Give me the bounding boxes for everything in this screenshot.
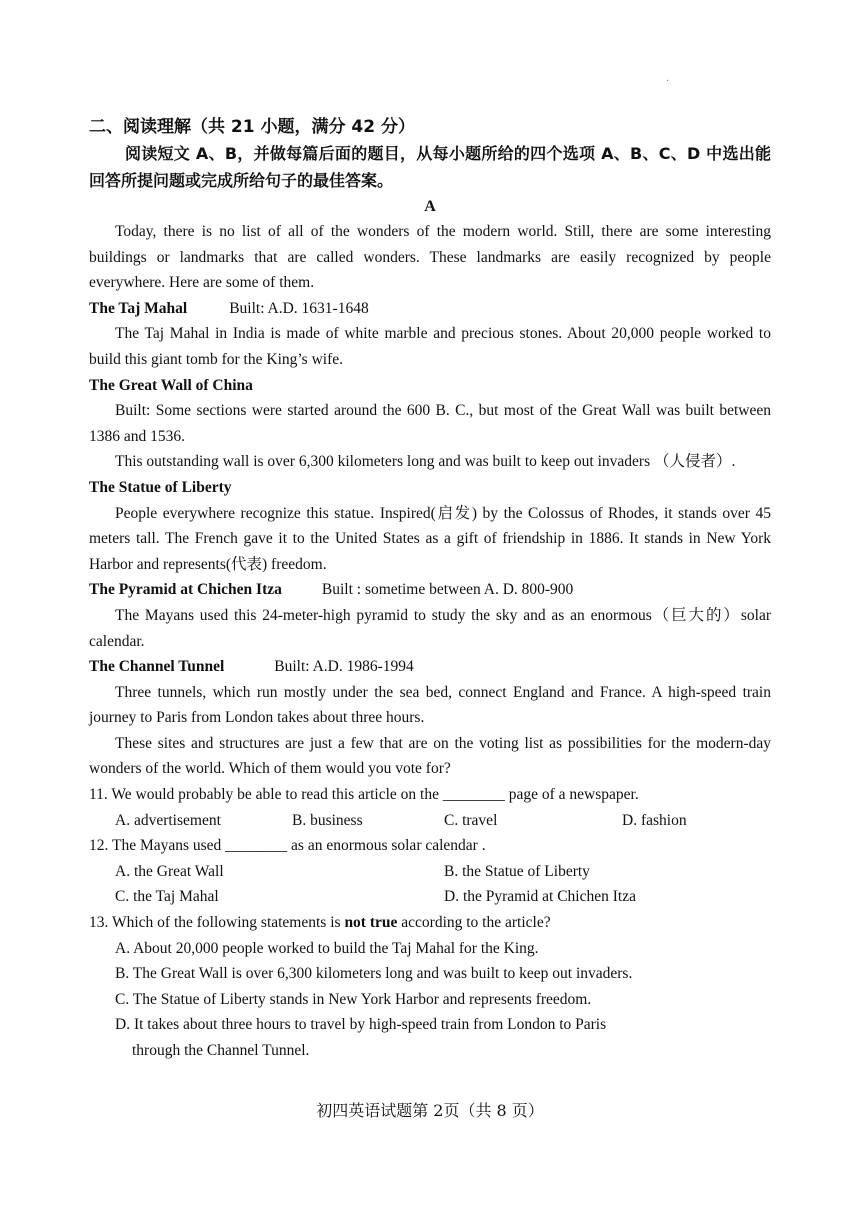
heading-name: The Great Wall of China (89, 376, 253, 394)
question-13-stem (89, 910, 771, 936)
option-c[interactable]: C. The Statue of Liberty stands in New York Harbor and represents freedom. (115, 990, 592, 1008)
heading-channel-tunnel (89, 654, 771, 680)
question-12-stem: 12. The Mayans used ________ as an enormous solar calendar . (89, 837, 486, 855)
option-b[interactable]: B. the Statue of Liberty (444, 862, 590, 880)
paragraph-closing: These sites and structures are just a few that are on the voting list as possibilities for the modern-day wonders of the world. Which of them would you vote for? (89, 734, 771, 778)
heading-great-wall (89, 373, 771, 399)
exam-page (89, 114, 771, 1064)
heading-name: The Statue of Liberty (89, 478, 232, 496)
option-c[interactable]: C. travel (444, 811, 498, 829)
option-a[interactable]: A. advertisement (115, 811, 221, 829)
heading-statue-of-liberty (89, 475, 771, 501)
paragraph-great-wall-built: Built: Some sections were started around the 600 B. C., but most of the Great Wall was built between 1386 and 1536. (89, 402, 771, 445)
question-12-options-row1 (89, 859, 771, 885)
option-d[interactable]: D. It takes about three hours to travel by high-speed train from London to Paris (115, 1016, 607, 1034)
option-d-continued: through the Channel Tunnel. (132, 1042, 310, 1059)
heading-taj-mahal (89, 296, 771, 322)
heading-name: The Channel Tunnel (89, 658, 225, 676)
option-b[interactable]: B. The Great Wall is over 6,300 kilometers long and was built to keep out invaders. (115, 965, 633, 983)
stem-text: 13. Which of the following statements is (89, 914, 345, 932)
heading-name: The Pyramid at Chichen Itza (89, 581, 282, 599)
question-11-stem: 11. We would probably be able to read this article on the ________ page of a newspaper. (89, 786, 639, 804)
option-b[interactable]: B. business (292, 811, 363, 829)
paragraph-taj-mahal: The Taj Mahal in India is made of white marble and precious stones. About 20,000 people worked to build this giant tomb for the King’s wife. (89, 325, 771, 368)
passage-intro: Today, there is no list of all of the wonders of the modern world. Still, there are some interesting buildings or landmarks that are called wonders. These landmarks are easily recognized by people everywhere. Here are some of them. (89, 223, 771, 292)
heading-built: Built : sometime between A. D. 800-900 (321, 581, 574, 599)
option-d[interactable]: D. fashion (622, 811, 687, 829)
heading-built: Built: A.D. 1986-1994 (274, 658, 414, 676)
paragraph-statue-of-liberty: People everywhere recognize this statue. Inspired(启发) by the Colossus of Rhodes, it stands over 45 meters tall. The French gave it to the United States as a gift of friendship in 1886. It stands in New York Harbor and represents(代表) freedom. (89, 504, 771, 573)
paragraph-channel-tunnel: Three tunnels, which run mostly under the sea bed, connect England and France. A high-speed train journey to Paris from London takes about three hours. (89, 683, 771, 727)
stem-emphasis: not true (344, 914, 398, 932)
paragraph-great-wall: This outstanding wall is over 6,300 kilometers long and was built to keep out invaders （人侵者）. (115, 453, 736, 471)
heading-name: The Taj Mahal (89, 299, 188, 317)
option-a[interactable]: A. About 20,000 people worked to build the Taj Mahal for the King. (115, 939, 539, 957)
option-c[interactable]: C. the Taj Mahal (115, 888, 219, 906)
option-d[interactable]: D. the Pyramid at Chichen Itza (444, 888, 636, 906)
stem-text: according to the article? (397, 914, 551, 932)
heading-built: Built: A.D. 1631-1648 (229, 299, 369, 317)
page-footer: 初四英语试题第 2页（共 8 页） (316, 1101, 544, 1120)
section-instruction: 阅读短文 A、B，并做每篇后面的题目，从每小题所给的四个选项 A、B、C、D 中选出能回答所提问题或完成所给句子的最佳答案。 (89, 144, 771, 190)
corner-mark: · (666, 76, 670, 87)
heading-pyramid (89, 577, 771, 603)
passage-label: A (424, 198, 436, 215)
section-title: 二、阅读理解（共 21 小题，满分 42 分） (89, 117, 415, 137)
question-12-options-row2 (89, 884, 771, 910)
paragraph-pyramid: The Mayans used this 24-meter-high pyramid to study the sky and as an enormous（巨大的）solar calendar. (89, 606, 771, 650)
option-a[interactable]: A. the Great Wall (115, 862, 224, 880)
question-11-options (89, 808, 771, 834)
